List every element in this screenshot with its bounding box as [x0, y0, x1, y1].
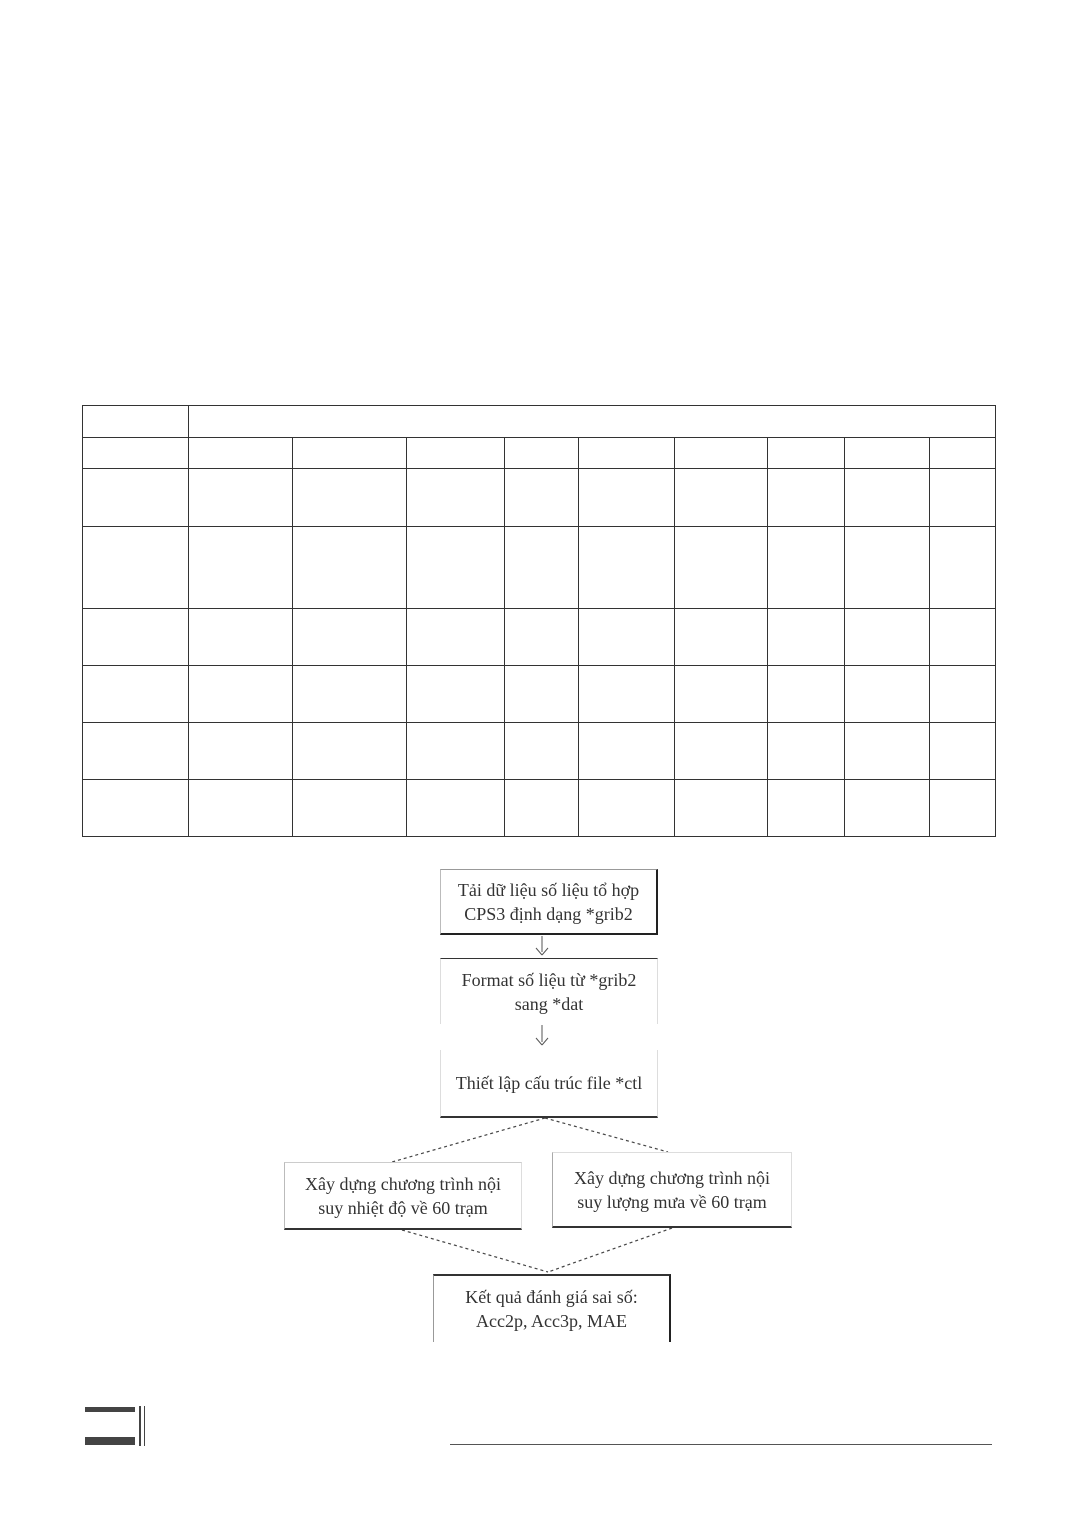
footer-logo-vline-2: [144, 1406, 145, 1446]
flow-branch-temperature: Xây dựng chương trình nội suy nhiệt độ về 60 trạm: [284, 1162, 522, 1230]
flow-result: Kết quả đánh giá sai số: Acc2p, Acc3p, MAE: [433, 1274, 671, 1342]
footer-logo-vline-1: [139, 1406, 141, 1446]
flow-step-download: Tải dữ liệu số liệu tổ hợp CPS3 định dạng *grib2: [440, 869, 658, 935]
flow-step-ctl: Thiết lập cấu trúc file *ctl: [440, 1050, 658, 1118]
flow-step-format: Format số liệu từ *grib2 sang *dat: [440, 958, 658, 1024]
flow-branch-rainfall: Xây dựng chương trình nội suy lượng mưa về 60 trạm: [552, 1152, 792, 1228]
footer-logo-bar-bottom: [85, 1437, 135, 1445]
footer-rule: [450, 1444, 992, 1445]
footer-logo-bar-top: [85, 1407, 135, 1412]
